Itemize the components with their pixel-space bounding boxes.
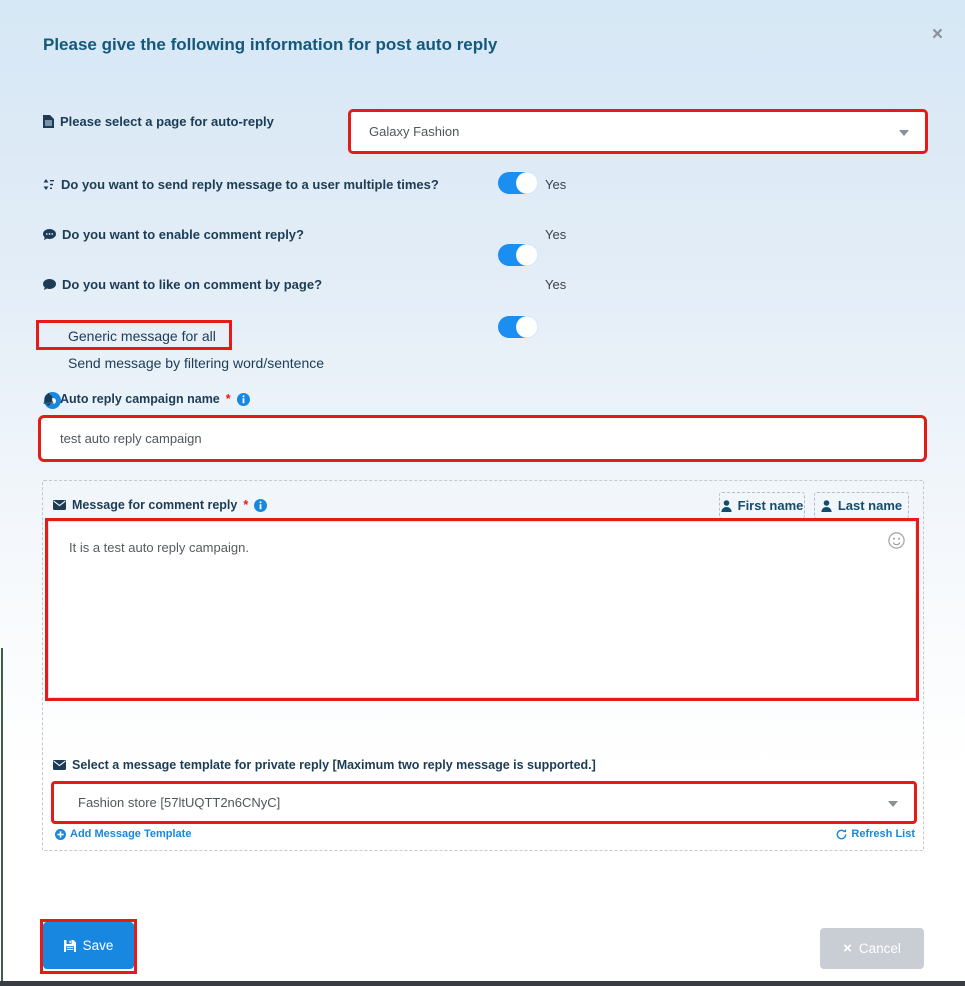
user-icon: [821, 500, 832, 512]
radio-filter-message-label[interactable]: Send message by filtering word/sentence: [68, 355, 325, 371]
template-select-value: Fashion store [57ltUQTT2n6CNyC]: [78, 795, 281, 810]
caret-down-icon: [899, 130, 909, 136]
page-select-label: Please select a page for auto-reply: [43, 114, 274, 129]
refresh-list-link[interactable]: Refresh List: [836, 828, 915, 840]
required-asterisk: *: [225, 392, 231, 406]
toggle-knob: [517, 317, 537, 337]
last-name-button[interactable]: Last name: [814, 492, 909, 519]
save-icon: [64, 940, 76, 952]
campaign-name-label: Auto reply campaign name *: [43, 392, 250, 406]
toggle-multiple-times[interactable]: [498, 172, 538, 194]
first-name-button[interactable]: First name: [719, 492, 805, 519]
comment-reply-section: [42, 480, 924, 851]
page-select-value: Galaxy Fashion: [369, 124, 460, 139]
toggle-like-comment[interactable]: [498, 316, 538, 338]
toggle-knob: [517, 173, 537, 193]
campaign-name-input[interactable]: [38, 415, 927, 462]
toggle-multiple-times-label: Do you want to send reply message to a user multiple times?: [43, 177, 439, 192]
modal-title: Please give the following information for post auto reply: [43, 35, 498, 54]
user-icon: [721, 500, 732, 512]
template-select-label: Select a message template for private reply [Maximum two reply message is supported.]: [53, 758, 596, 772]
smiley-icon[interactable]: [888, 532, 905, 549]
plus-circle-icon: [55, 829, 66, 840]
envelope-icon: [53, 500, 66, 510]
template-select[interactable]: [51, 781, 917, 824]
toggle-multiple-times-state: Yes: [545, 177, 567, 192]
comment-reply-label: Message for comment reply *: [53, 498, 267, 512]
campaign-name-value: test auto reply campaign: [60, 431, 202, 446]
required-asterisk: *: [243, 498, 249, 512]
close-icon[interactable]: ×: [931, 24, 943, 45]
bell-icon: [43, 393, 54, 406]
radio-generic-message-label[interactable]: Generic message for all: [68, 328, 216, 344]
bottom-bar: [0, 981, 965, 986]
cancel-button[interactable]: × Cancel: [820, 928, 924, 969]
cancel-x-icon: ×: [843, 940, 852, 957]
toggle-like-comment-state: Yes: [545, 277, 567, 292]
toggle-comment-reply-state: Yes: [545, 227, 567, 242]
refresh-icon: [836, 829, 847, 840]
toggle-like-comment-label: Do you want to like on comment by page?: [43, 277, 322, 292]
toggle-comment-reply[interactable]: [498, 244, 538, 266]
info-icon[interactable]: [254, 499, 267, 512]
caret-down-icon: [888, 801, 898, 807]
comment-icon: [43, 279, 56, 291]
file-icon: [43, 115, 54, 128]
add-message-template-link[interactable]: Add Message Template: [55, 828, 191, 840]
save-button-highlight: [40, 919, 137, 974]
left-edge-line: [1, 648, 3, 986]
envelope-icon: [53, 760, 66, 770]
sort-icon: [43, 178, 55, 191]
comment-reply-message: It is a test auto reply campaign.: [69, 540, 249, 555]
toggle-comment-reply-label: Do you want to enable comment reply?: [43, 227, 304, 242]
save-button[interactable]: Save: [43, 922, 134, 969]
info-icon[interactable]: [237, 393, 250, 406]
comment-dots-icon: [43, 229, 56, 241]
toggle-knob: [517, 245, 537, 265]
comment-reply-textarea[interactable]: [45, 518, 919, 701]
page-select[interactable]: [348, 109, 928, 154]
